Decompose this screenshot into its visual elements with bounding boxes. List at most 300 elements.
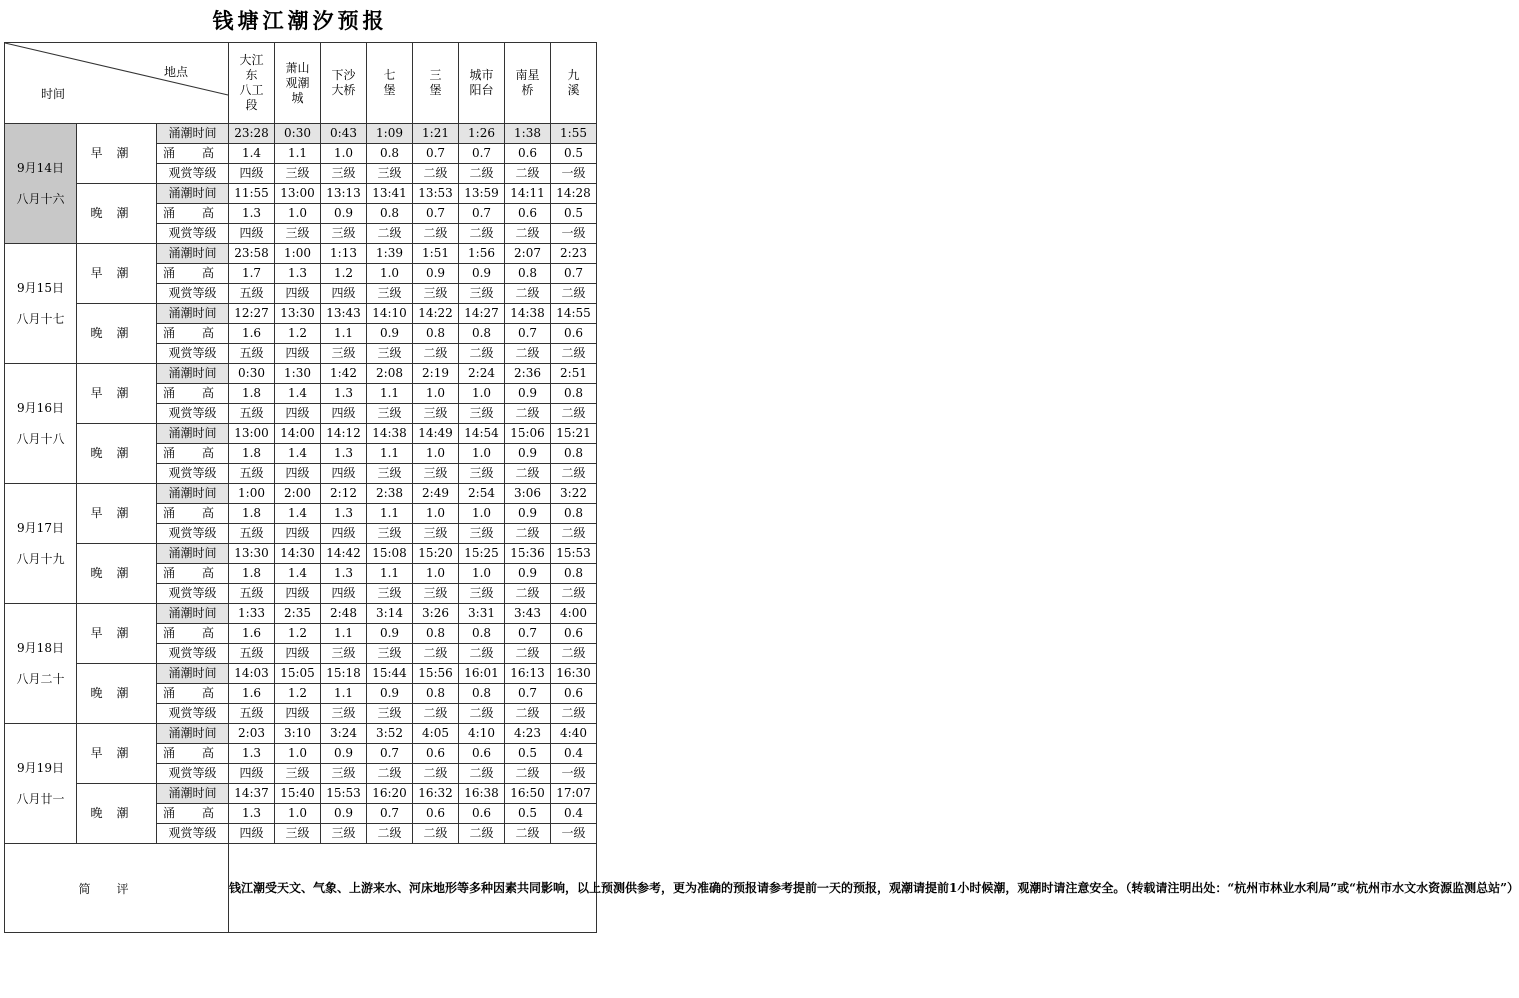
grade-value: 二级 — [505, 344, 551, 364]
time-value: 15:40 — [275, 784, 321, 804]
header-time-label: 时间 — [41, 87, 66, 101]
grade-value: 三级 — [367, 584, 413, 604]
grade-value: 三级 — [275, 824, 321, 844]
location-header-text: 城市 — [469, 68, 494, 82]
grade-value: 三级 — [367, 344, 413, 364]
grade-value: 五级 — [229, 464, 275, 484]
height-value: 1.0 — [459, 504, 505, 524]
time-value: 13:41 — [367, 184, 413, 204]
table-row — [5, 124, 597, 144]
grade-value: 三级 — [459, 464, 505, 484]
time-value: 16:20 — [367, 784, 413, 804]
time-value: 4:23 — [505, 724, 551, 744]
height-value: 0.8 — [505, 264, 551, 284]
grade-value: 三级 — [321, 764, 367, 784]
height-label: 涌高 — [157, 384, 229, 404]
time-value: 16:01 — [459, 664, 505, 684]
height-value: 0.8 — [413, 324, 459, 344]
grade-value: 二级 — [551, 464, 597, 484]
height-value: 0.7 — [413, 144, 459, 164]
grade-value: 二级 — [551, 284, 597, 304]
grade-value: 五级 — [229, 344, 275, 364]
height-value: 1.0 — [413, 504, 459, 524]
time-value: 14:00 — [275, 424, 321, 444]
time-value: 14:22 — [413, 304, 459, 324]
footer-row — [5, 844, 597, 933]
grade-value: 二级 — [413, 824, 459, 844]
grade-value: 三级 — [321, 824, 367, 844]
grade-value: 四级 — [321, 584, 367, 604]
grade-value: 三级 — [413, 524, 459, 544]
grade-value: 四级 — [321, 404, 367, 424]
time-value: 1:39 — [367, 244, 413, 264]
height-value: 1.0 — [459, 444, 505, 464]
time-value: 1:42 — [321, 364, 367, 384]
footer-note: 钱江潮受天文、气象、上游来水、河床地形等多种因素共同影响，以上预测供参考，更为准确的预报请参考提前一天的预报，观潮请提前1小时候潮，观潮时请注意安全。（转载请注明出处：“杭州市林业水利局”或“杭州市水文水资源监测总站”） — [229, 844, 597, 933]
grade-value: 三级 — [459, 584, 505, 604]
location-header — [413, 43, 459, 124]
grade-value: 二级 — [367, 224, 413, 244]
height-value: 0.7 — [505, 684, 551, 704]
time-value: 2:03 — [229, 724, 275, 744]
height-value: 0.9 — [459, 264, 505, 284]
time-value: 4:40 — [551, 724, 597, 744]
grade-value: 二级 — [551, 524, 597, 544]
height-value: 1.1 — [367, 444, 413, 464]
time-value: 14:49 — [413, 424, 459, 444]
grade-value: 五级 — [229, 524, 275, 544]
height-value: 1.6 — [229, 684, 275, 704]
height-value: 1.0 — [459, 384, 505, 404]
grade-value: 二级 — [459, 224, 505, 244]
height-value: 1.1 — [321, 684, 367, 704]
time-value: 1:55 — [551, 124, 597, 144]
grade-value: 二级 — [505, 704, 551, 724]
grade-value: 二级 — [413, 644, 459, 664]
time-value: 15:36 — [505, 544, 551, 564]
grade-value: 四级 — [275, 404, 321, 424]
time-value: 1:00 — [275, 244, 321, 264]
location-header — [321, 43, 367, 124]
grade-value: 三级 — [413, 284, 459, 304]
time-value: 2:49 — [413, 484, 459, 504]
time-value: 1:21 — [413, 124, 459, 144]
header-location-label: 地点 — [164, 65, 189, 79]
location-header-text: 七 — [383, 68, 396, 82]
time-value: 14:10 — [367, 304, 413, 324]
time-value: 3:06 — [505, 484, 551, 504]
height-value: 1.4 — [275, 504, 321, 524]
header-row — [5, 43, 597, 124]
time-value: 1:09 — [367, 124, 413, 144]
grade-value: 二级 — [459, 824, 505, 844]
time-value: 16:32 — [413, 784, 459, 804]
time-value: 23:28 — [229, 124, 275, 144]
grade-value: 二级 — [459, 644, 505, 664]
height-value: 0.8 — [459, 324, 505, 344]
time-value: 15:53 — [551, 544, 597, 564]
time-value: 1:26 — [459, 124, 505, 144]
grade-label: 观赏等级 — [157, 764, 229, 784]
table-row — [5, 184, 597, 204]
height-value: 1.8 — [229, 384, 275, 404]
grade-value: 二级 — [551, 584, 597, 604]
time-value: 16:30 — [551, 664, 597, 684]
grade-value: 二级 — [505, 284, 551, 304]
table-row — [5, 664, 597, 684]
time-value: 14:37 — [229, 784, 275, 804]
table-row — [5, 424, 597, 444]
height-value: 1.4 — [275, 384, 321, 404]
height-value: 1.3 — [321, 504, 367, 524]
grade-value: 四级 — [275, 704, 321, 724]
evening-tide-label: 晚潮 — [77, 184, 157, 244]
time-value: 2:51 — [551, 364, 597, 384]
grade-value: 二级 — [505, 404, 551, 424]
time-value: 13:00 — [229, 424, 275, 444]
solar-date: 9月18日 — [17, 640, 64, 655]
date-cell — [5, 364, 77, 484]
location-header — [275, 43, 321, 124]
grade-value: 三级 — [275, 764, 321, 784]
lunar-date: 八月廿一 — [16, 791, 65, 806]
grade-value: 三级 — [321, 704, 367, 724]
grade-value: 三级 — [367, 704, 413, 724]
time-label: 涌潮时间 — [157, 424, 229, 444]
grade-value: 五级 — [229, 644, 275, 664]
grade-value: 二级 — [505, 524, 551, 544]
time-value: 14:03 — [229, 664, 275, 684]
height-label: 涌高 — [157, 264, 229, 284]
time-value: 3:24 — [321, 724, 367, 744]
grade-value: 三级 — [459, 284, 505, 304]
grade-value: 一级 — [551, 824, 597, 844]
time-value: 14:38 — [367, 424, 413, 444]
time-value: 2:48 — [321, 604, 367, 624]
footer-label: 简评 — [5, 844, 229, 933]
time-label: 涌潮时间 — [157, 364, 229, 384]
grade-value: 三级 — [459, 404, 505, 424]
morning-tide-label: 早潮 — [77, 484, 157, 544]
grade-value: 三级 — [413, 404, 459, 424]
location-header-text: 九 — [567, 68, 580, 82]
solar-date: 9月16日 — [17, 400, 64, 415]
time-value: 14:54 — [459, 424, 505, 444]
time-value: 3:43 — [505, 604, 551, 624]
height-value: 0.9 — [505, 384, 551, 404]
solar-date: 9月14日 — [17, 160, 64, 175]
height-value: 0.7 — [367, 744, 413, 764]
height-value: 1.0 — [367, 264, 413, 284]
time-value: 1:30 — [275, 364, 321, 384]
date-cell — [5, 724, 77, 844]
grade-value: 二级 — [551, 404, 597, 424]
location-header-text: 萧山 — [285, 60, 310, 75]
location-header-text: 堡 — [429, 83, 442, 97]
grade-value: 二级 — [367, 764, 413, 784]
grade-label: 观赏等级 — [157, 404, 229, 424]
morning-tide-label: 早潮 — [77, 604, 157, 664]
grade-value: 二级 — [459, 164, 505, 184]
height-value: 0.9 — [367, 624, 413, 644]
table-row — [5, 244, 597, 264]
height-value: 1.3 — [321, 384, 367, 404]
time-value: 4:00 — [551, 604, 597, 624]
time-value: 14:28 — [551, 184, 597, 204]
grade-value: 三级 — [459, 524, 505, 544]
time-value: 15:56 — [413, 664, 459, 684]
grade-value: 三级 — [321, 644, 367, 664]
location-header-text: 八工 — [239, 83, 264, 97]
height-value: 0.6 — [413, 744, 459, 764]
height-value: 1.6 — [229, 624, 275, 644]
location-header-text: 下沙 — [331, 68, 356, 82]
location-header-text: 东 — [245, 68, 258, 82]
date-cell — [5, 604, 77, 724]
height-value: 0.6 — [551, 624, 597, 644]
height-value: 0.7 — [413, 204, 459, 224]
time-label: 涌潮时间 — [157, 244, 229, 264]
lunar-date: 八月十八 — [16, 431, 65, 446]
grade-value: 二级 — [459, 344, 505, 364]
height-label: 涌高 — [157, 624, 229, 644]
lunar-date: 八月二十 — [16, 671, 65, 686]
height-value: 0.4 — [551, 804, 597, 824]
height-value: 0.8 — [413, 624, 459, 644]
grade-value: 一级 — [551, 764, 597, 784]
time-label: 涌潮时间 — [157, 604, 229, 624]
height-label: 涌高 — [157, 804, 229, 824]
height-value: 0.6 — [551, 684, 597, 704]
location-header-text: 段 — [245, 98, 258, 112]
table-row — [5, 544, 597, 564]
height-value: 1.3 — [229, 204, 275, 224]
height-value: 1.0 — [275, 204, 321, 224]
grade-value: 二级 — [505, 224, 551, 244]
location-header-text: 溪 — [567, 83, 580, 97]
height-value: 1.0 — [413, 444, 459, 464]
date-cell — [5, 484, 77, 604]
grade-value: 一级 — [551, 164, 597, 184]
height-value: 1.1 — [321, 324, 367, 344]
time-value: 3:52 — [367, 724, 413, 744]
time-value: 13:30 — [229, 544, 275, 564]
grade-value: 四级 — [229, 164, 275, 184]
location-header-text: 南星 — [515, 68, 540, 82]
time-value: 15:18 — [321, 664, 367, 684]
time-value: 23:58 — [229, 244, 275, 264]
height-value: 0.7 — [551, 264, 597, 284]
grade-label: 观赏等级 — [157, 584, 229, 604]
time-value: 2:12 — [321, 484, 367, 504]
location-header-text: 堡 — [383, 83, 396, 97]
table-row — [5, 784, 597, 804]
height-value: 1.0 — [413, 384, 459, 404]
height-value: 0.5 — [505, 744, 551, 764]
height-value: 0.8 — [551, 564, 597, 584]
grade-value: 二级 — [505, 764, 551, 784]
time-value: 14:42 — [321, 544, 367, 564]
time-value: 15:05 — [275, 664, 321, 684]
height-value: 0.9 — [505, 444, 551, 464]
grade-value: 四级 — [321, 464, 367, 484]
height-value: 1.8 — [229, 444, 275, 464]
time-value: 14:38 — [505, 304, 551, 324]
evening-tide-label: 晚潮 — [77, 544, 157, 604]
time-value: 14:30 — [275, 544, 321, 564]
evening-tide-label: 晚潮 — [77, 424, 157, 484]
height-label: 涌高 — [157, 324, 229, 344]
grade-value: 三级 — [321, 164, 367, 184]
solar-date: 9月15日 — [17, 280, 64, 295]
height-value: 0.7 — [367, 804, 413, 824]
time-value: 2:24 — [459, 364, 505, 384]
height-value: 0.9 — [505, 504, 551, 524]
height-value: 0.8 — [551, 384, 597, 404]
time-value: 3:10 — [275, 724, 321, 744]
grade-value: 二级 — [551, 704, 597, 724]
height-value: 0.8 — [367, 144, 413, 164]
morning-tide-label: 早潮 — [77, 364, 157, 424]
height-value: 1.7 — [229, 264, 275, 284]
grade-value: 二级 — [413, 344, 459, 364]
height-value: 1.2 — [275, 324, 321, 344]
time-label: 涌潮时间 — [157, 124, 229, 144]
height-value: 1.4 — [229, 144, 275, 164]
grade-label: 观赏等级 — [157, 224, 229, 244]
time-label: 涌潮时间 — [157, 304, 229, 324]
grade-value: 四级 — [275, 524, 321, 544]
height-value: 1.3 — [229, 744, 275, 764]
location-header — [505, 43, 551, 124]
grade-value: 二级 — [413, 704, 459, 724]
grade-value: 二级 — [367, 824, 413, 844]
grade-value: 三级 — [413, 464, 459, 484]
grade-value: 五级 — [229, 584, 275, 604]
height-value: 0.9 — [413, 264, 459, 284]
height-value: 1.0 — [459, 564, 505, 584]
grade-value: 四级 — [229, 764, 275, 784]
height-value: 0.5 — [505, 804, 551, 824]
height-value: 1.0 — [413, 564, 459, 584]
time-label: 涌潮时间 — [157, 724, 229, 744]
time-label: 涌潮时间 — [157, 664, 229, 684]
time-value: 12:27 — [229, 304, 275, 324]
height-value: 0.6 — [505, 204, 551, 224]
time-value: 13:00 — [275, 184, 321, 204]
height-value: 0.6 — [459, 744, 505, 764]
height-value: 0.8 — [459, 624, 505, 644]
height-value: 1.0 — [275, 744, 321, 764]
grade-value: 三级 — [321, 344, 367, 364]
time-value: 2:07 — [505, 244, 551, 264]
height-value: 0.7 — [459, 144, 505, 164]
time-value: 11:55 — [229, 184, 275, 204]
grade-label: 观赏等级 — [157, 824, 229, 844]
grade-value: 四级 — [275, 464, 321, 484]
time-value: 14:11 — [505, 184, 551, 204]
time-value: 14:27 — [459, 304, 505, 324]
height-value: 1.0 — [275, 804, 321, 824]
height-value: 0.9 — [321, 804, 367, 824]
date-cell — [5, 244, 77, 364]
time-value: 2:23 — [551, 244, 597, 264]
table-row — [5, 364, 597, 384]
height-value: 1.4 — [275, 564, 321, 584]
height-label: 涌高 — [157, 204, 229, 224]
time-label: 涌潮时间 — [157, 544, 229, 564]
time-value: 4:05 — [413, 724, 459, 744]
grade-value: 二级 — [505, 584, 551, 604]
height-value: 0.9 — [367, 324, 413, 344]
height-value: 0.9 — [505, 564, 551, 584]
time-value: 15:25 — [459, 544, 505, 564]
time-value: 3:14 — [367, 604, 413, 624]
location-header — [459, 43, 505, 124]
height-value: 0.6 — [551, 324, 597, 344]
height-value: 1.3 — [229, 804, 275, 824]
morning-tide-label: 早潮 — [77, 244, 157, 304]
time-value: 1:33 — [229, 604, 275, 624]
grade-value: 二级 — [459, 704, 505, 724]
height-value: 0.7 — [505, 624, 551, 644]
location-header-text: 桥 — [521, 83, 534, 97]
time-value: 0:30 — [229, 364, 275, 384]
evening-tide-label: 晚潮 — [77, 784, 157, 844]
time-value: 2:08 — [367, 364, 413, 384]
location-header-text: 阳台 — [469, 83, 494, 97]
height-value: 1.3 — [275, 264, 321, 284]
grade-value: 二级 — [551, 644, 597, 664]
grade-label: 观赏等级 — [157, 284, 229, 304]
height-label: 涌高 — [157, 564, 229, 584]
date-cell — [5, 124, 77, 244]
time-value: 13:53 — [413, 184, 459, 204]
height-value: 0.8 — [367, 204, 413, 224]
time-value: 1:51 — [413, 244, 459, 264]
time-value: 13:30 — [275, 304, 321, 324]
grade-value: 三级 — [321, 224, 367, 244]
location-header — [367, 43, 413, 124]
height-value: 0.7 — [505, 324, 551, 344]
grade-value: 二级 — [413, 764, 459, 784]
grade-value: 三级 — [275, 224, 321, 244]
location-header-text: 城 — [291, 90, 304, 105]
time-value: 2:38 — [367, 484, 413, 504]
height-value: 1.1 — [275, 144, 321, 164]
height-value: 0.4 — [551, 744, 597, 764]
grade-value: 三级 — [367, 644, 413, 664]
location-header — [229, 43, 275, 124]
time-value: 1:56 — [459, 244, 505, 264]
location-header-text: 三 — [429, 68, 442, 82]
grade-value: 二级 — [459, 764, 505, 784]
time-value: 13:59 — [459, 184, 505, 204]
height-value: 1.0 — [321, 144, 367, 164]
grade-value: 三级 — [367, 284, 413, 304]
height-value: 0.8 — [459, 684, 505, 704]
time-value: 15:08 — [367, 544, 413, 564]
time-value: 1:00 — [229, 484, 275, 504]
header-corner-cell — [5, 43, 229, 124]
time-label: 涌潮时间 — [157, 484, 229, 504]
height-value: 0.8 — [551, 444, 597, 464]
time-value: 0:30 — [275, 124, 321, 144]
evening-tide-label: 晚潮 — [77, 304, 157, 364]
lunar-date: 八月十六 — [16, 191, 65, 206]
time-value: 17:07 — [551, 784, 597, 804]
time-value: 3:26 — [413, 604, 459, 624]
